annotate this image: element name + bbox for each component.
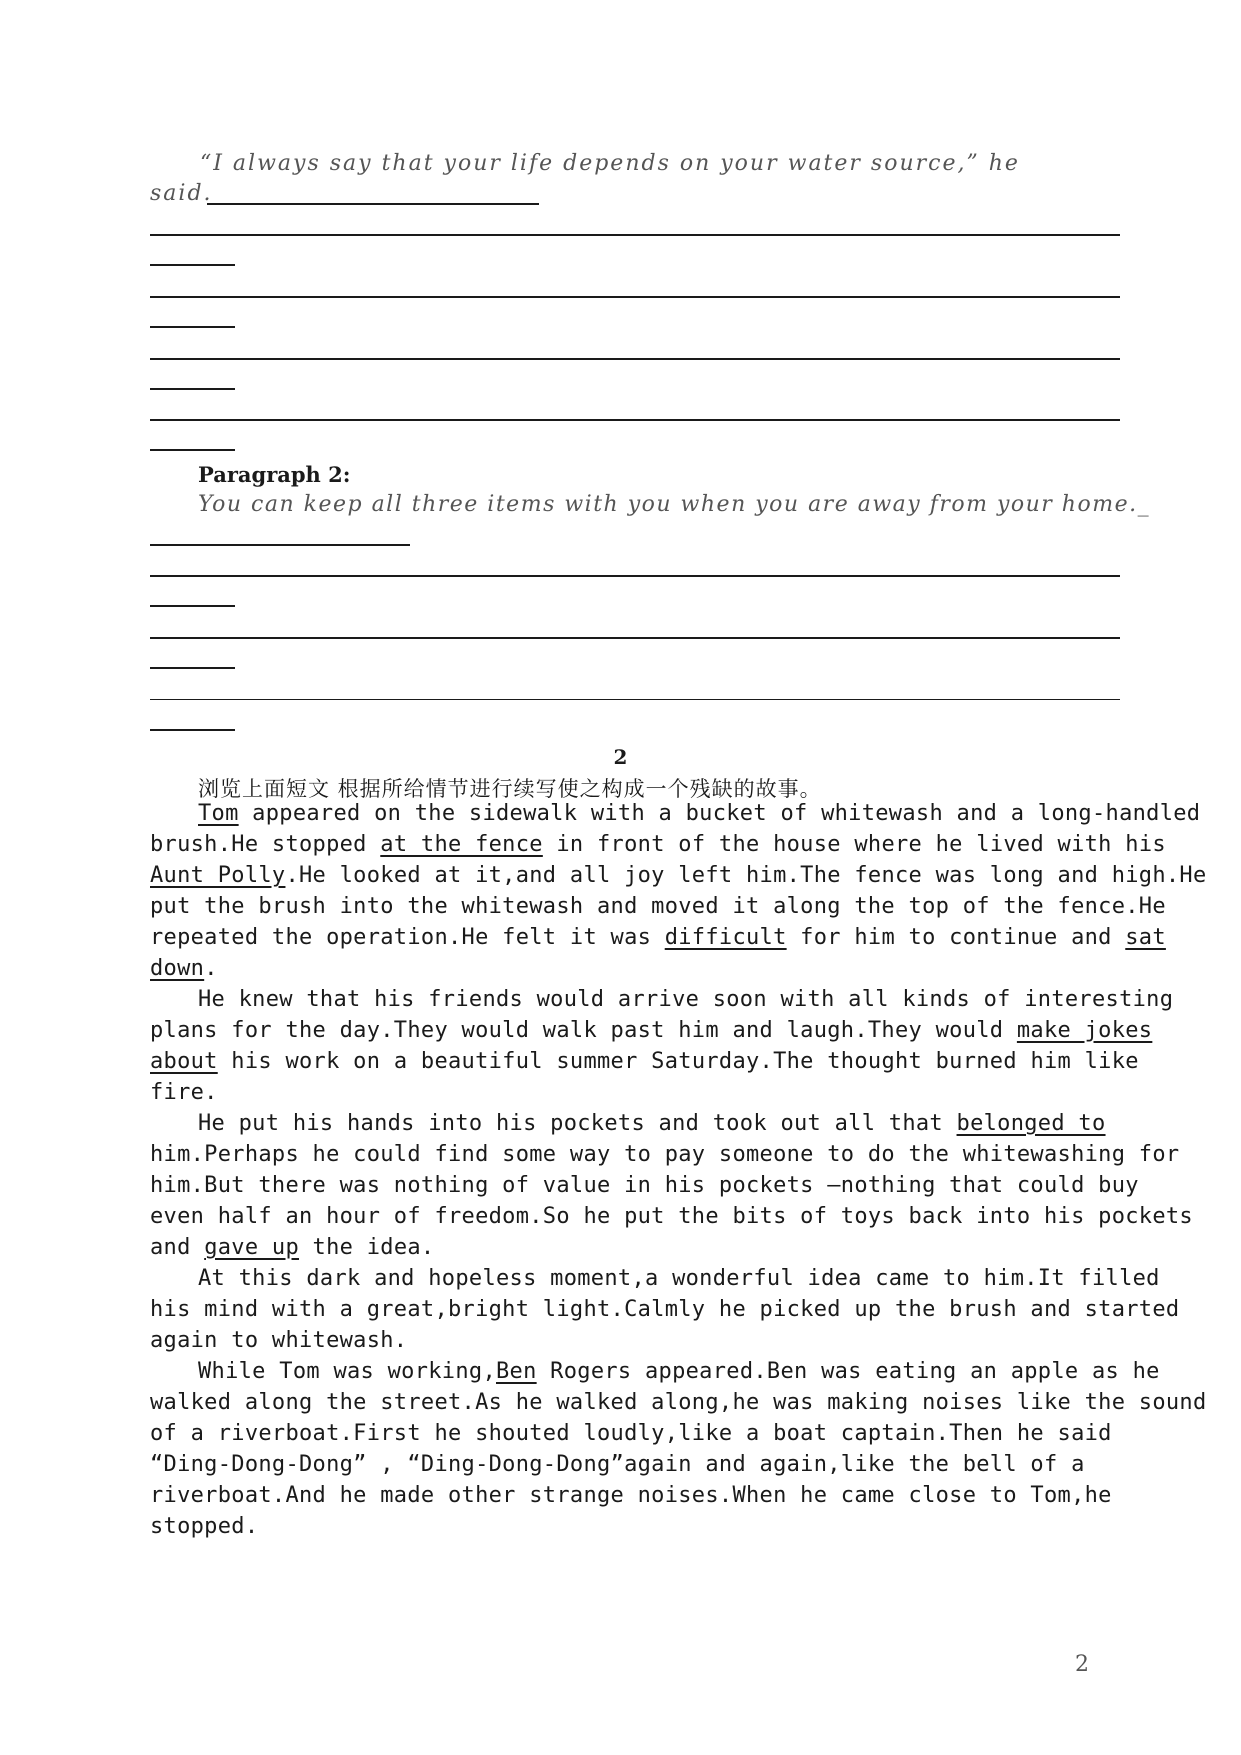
story-line xyxy=(150,1015,1153,1046)
story-text-run: He put his hands into his pockets and took out all that xyxy=(198,1111,957,1136)
story-line xyxy=(150,1232,1110,1263)
answer-line xyxy=(150,544,410,546)
story-text-run: He knew that his friends would arrive soon with all kinds of interesting xyxy=(198,987,1174,1012)
writing-line xyxy=(150,575,1120,577)
story-text-run: for him to continue and xyxy=(786,925,1126,950)
underlined-phrase: at the fence xyxy=(380,832,543,857)
underlined-phrase: make jokes xyxy=(1016,1018,1153,1043)
story-text-run: his mind with a great,bright light.Calmly he picked up the brush and started xyxy=(150,1297,1180,1322)
story-line xyxy=(150,1418,1110,1449)
story-text-run: and xyxy=(150,1235,205,1260)
answer-line xyxy=(207,203,539,205)
story-line xyxy=(150,953,1110,984)
underlined-phrase: sat xyxy=(1125,925,1166,950)
story-text-run: him.Perhaps he could find some way to pay someone to do the whitewashing for xyxy=(150,1142,1180,1167)
story-line xyxy=(150,1108,1110,1139)
underlined-phrase: Tom xyxy=(198,801,239,826)
writing-line-tail xyxy=(150,449,235,451)
page-number: 2 xyxy=(1075,1652,1089,1677)
story-line xyxy=(150,984,1174,1015)
underlined-phrase: about xyxy=(150,1049,218,1074)
writing-line-tail xyxy=(150,388,235,390)
writing-line xyxy=(150,419,1120,421)
story-line xyxy=(150,1139,1180,1170)
story-text-run: “Ding-Dong-Dong” , “Ding-Dong-Dong”again and again,like the bell of a xyxy=(150,1452,1085,1477)
story-line xyxy=(150,860,1207,891)
story-text xyxy=(150,798,1207,1542)
writing-line xyxy=(150,637,1120,639)
story-text-run: brush.He stopped xyxy=(150,832,381,857)
story-text-run: walked along the street.As he walked along,he was making noises like the sound xyxy=(150,1390,1207,1415)
story-line xyxy=(150,1294,1180,1325)
story-text-run: Rogers appeared.Ben was eating an apple as he xyxy=(536,1359,1160,1384)
underlined-phrase: belonged to xyxy=(956,1111,1106,1136)
writing-line-tail xyxy=(150,729,235,731)
story-text-run: again to whitewash. xyxy=(150,1328,408,1353)
story-text-run: repeated the operation.He felt it was xyxy=(150,925,665,950)
writing-line xyxy=(150,358,1120,360)
section-number: 2 xyxy=(613,745,628,769)
story-line xyxy=(150,1325,1110,1356)
story-text-run: the idea. xyxy=(299,1235,435,1260)
story-line xyxy=(150,922,1166,953)
underlined-phrase: Ben xyxy=(496,1359,537,1384)
story-text-run: riverboat.And he made other strange noises.When he came close to Tom,he xyxy=(150,1483,1112,1508)
writing-line-tail xyxy=(150,605,235,607)
story-text-run: stopped. xyxy=(150,1514,259,1539)
underlined-phrase: Aunt Polly xyxy=(150,863,286,888)
paragraph-2-heading: Paragraph 2: xyxy=(198,462,351,487)
story-text-run: of a riverboat.First he shouted loudly,like a boat captain.Then he said xyxy=(150,1421,1112,1446)
story-text-run: appeared on the sidewalk with a bucket of whitewash and a long-handled xyxy=(238,801,1201,826)
story-line xyxy=(150,1511,1110,1542)
writing-line-tail xyxy=(150,667,235,669)
instruction-text: 浏览上面短文 根据所给情节进行续写使之构成一个残缺的故事。 xyxy=(198,777,822,801)
story-text-run: While Tom was working, xyxy=(198,1359,496,1384)
underlined-phrase: down xyxy=(150,956,205,981)
story-text-run: . xyxy=(204,956,218,981)
story-line xyxy=(150,891,1166,922)
paragraph-2-opening: You can keep all three items with you when you are away from your home._ xyxy=(198,492,1151,517)
story-text-run: in front of the house where he lived with his xyxy=(542,832,1166,857)
underlined-phrase: gave up xyxy=(204,1235,300,1260)
quote-line-1: “I always say that your life depends on your water source,” he xyxy=(200,151,1020,176)
story-text-run: At this dark and hopeless moment,a wonderful idea came to him.It filled xyxy=(198,1266,1160,1291)
story-line xyxy=(150,1170,1139,1201)
story-text-run: fire. xyxy=(150,1080,218,1105)
writing-line xyxy=(150,699,1120,700)
story-line xyxy=(150,798,1201,829)
story-line xyxy=(150,1077,1110,1108)
story-line xyxy=(150,829,1166,860)
writing-line-tail xyxy=(150,264,235,266)
story-line xyxy=(150,1201,1193,1232)
story-text-run: plans for the day.They would walk past him and laugh.They would xyxy=(150,1018,1017,1043)
story-line xyxy=(150,1263,1160,1294)
underlined-phrase: difficult xyxy=(664,925,787,950)
story-line xyxy=(150,1480,1110,1511)
story-text-run: put the brush into the whitewash and moved it along the top of the fence.He xyxy=(150,894,1166,919)
story-line xyxy=(150,1046,1139,1077)
writing-line xyxy=(150,234,1120,236)
story-line xyxy=(150,1449,1110,1480)
story-line xyxy=(150,1387,1207,1418)
writing-line xyxy=(150,296,1120,298)
story-text-run: his work on a beautiful summer Saturday.The thought burned him like xyxy=(217,1049,1139,1074)
story-text-run: him.But there was nothing of value in his pockets —nothing that could buy xyxy=(150,1173,1139,1198)
writing-line-tail xyxy=(150,326,235,328)
story-text-run: .He looked at it,and all joy left him.The fence was long and high.He xyxy=(285,863,1207,888)
quote-line-2: said. xyxy=(150,181,213,206)
story-text-run: even half an hour of freedom.So he put the bits of toys back into his pockets xyxy=(150,1204,1193,1229)
story-line xyxy=(150,1356,1160,1387)
